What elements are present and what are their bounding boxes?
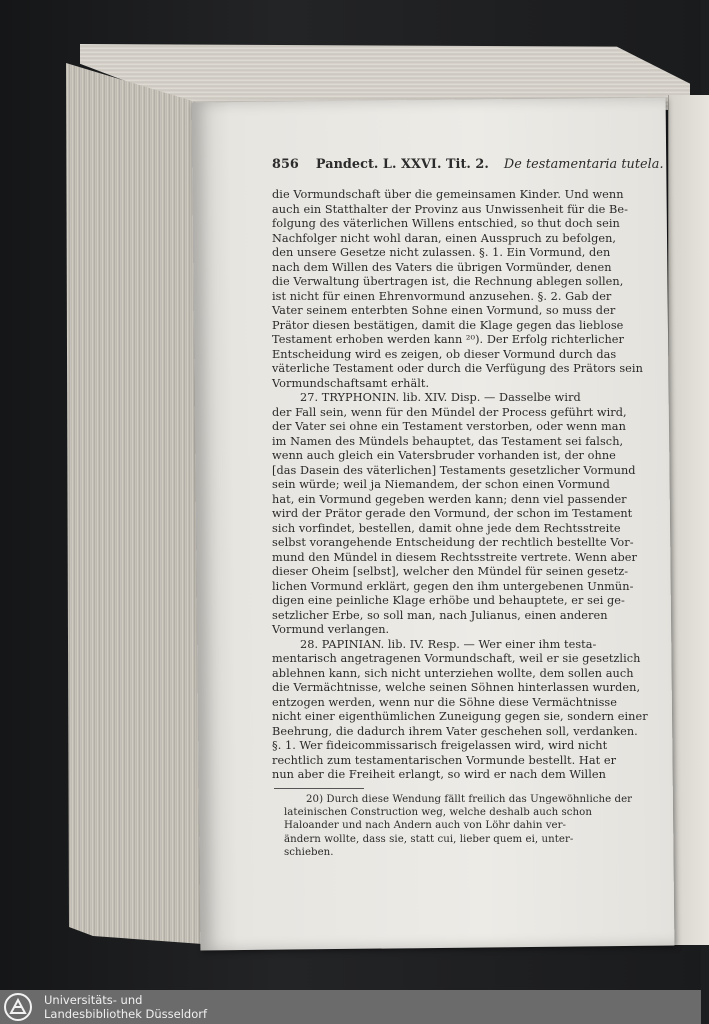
text-line: 27. TRYPHONIN. lib. XIV. Disp. — Dasselbe wird (300, 391, 581, 404)
running-head-text: Pandect. L. XXVI. Tit. 2. (315, 157, 489, 172)
text-line: auch ein Statthalter der Provinz aus Unwissenheit für die Be- (272, 202, 628, 216)
text-line: Vater seinem enterbten Sohne einen Vormund, so muss der (272, 304, 616, 317)
page-number: 856 (272, 157, 299, 172)
text-line: ablehnen kann, sich nicht unterziehen wollte, dem sollen auch (272, 666, 634, 680)
text-line: die Verwaltung übertragen ist, die Rechnung ablegen sollen, (272, 275, 624, 288)
text-line: hat, ein Vormund gegeben werden kann; denn viel passender (272, 492, 627, 506)
text-line: folgung des väterlichen Willens entschied, so thut doch sein (272, 217, 620, 230)
library-footer-bar (0, 990, 701, 1024)
text-line: Vormundschaftsamt erhält. (272, 376, 430, 390)
text-line: [das Dasein des väterlichen] Testaments gesetzlicher Vormund (272, 463, 636, 477)
text-line: setzlicher Erbe, so soll man, nach Julianus, einen anderen (272, 608, 608, 622)
text-line: mentarisch angetragenen Vormundschaft, weil er sie gesetzlich (272, 652, 641, 665)
library-name-line-2: Landesbibliothek Düsseldorf (44, 1007, 208, 1021)
text-line: Vormund verlangen. (272, 623, 390, 636)
text-line: der Vater sei ohne ein Testament verstorben, oder wenn man (272, 420, 626, 433)
text-line: sich vorfindet, bestellen, damit ohne jede dem Rechtsstreite (272, 521, 621, 535)
text-line: nun aber die Freiheit erlangt, so wird er nach dem Willen (272, 768, 606, 781)
text-line: ist nicht für einen Ehrenvormund anzusehen. §. 2. Gab der (272, 289, 612, 303)
text-line: lichen Vormund erklärt, gegen den ihm untergebenen Unmün- (272, 579, 634, 593)
footnote-line: lateinischen Construction weg, welche deshalb auch schon (284, 807, 592, 819)
text-line: wenn auch gleich ein Vatersbruder vorhanden ist, der ohne (272, 449, 616, 462)
text-line: die Vermächtnisse, welche seinen Söhnen hinterlassen wurden, (272, 681, 641, 694)
text-line: Nachfolger nicht wohl daran, einen Ausspruch zu befolgen, (272, 231, 617, 245)
text-line: rechtlich zum testamentarischen Vormunde bestellt. Hat er (272, 753, 617, 767)
library-name-line-1: Universitäts- und (44, 993, 143, 1007)
footnote-line: 20) Durch diese Wendung fällt freilich das Ungewöhnliche der (306, 794, 633, 805)
text-line: den unsere Gesetze nicht zulassen. §. 1. Ein Vormund, den (272, 246, 611, 259)
running-head (272, 157, 664, 172)
running-head-title: De testamentaria tutela. (503, 157, 664, 172)
text-line: Testament erhoben werden kann ²⁰). Der Erfolg richterlicher (272, 333, 624, 346)
text-line: selbst vorangehende Entscheidung der rechtlich bestellte Vor- (272, 536, 634, 549)
text-line: nach dem Willen des Vaters die übrigen Vormünder, denen (272, 260, 612, 274)
text-line: digen eine peinliche Klage erhöbe und behauptete, er sei ge- (272, 594, 625, 607)
footnote-line: Haloander und nach Andern auch von Löhr dahin ver- (284, 820, 567, 832)
footnote-rule (274, 788, 364, 789)
text-line: die Vormundschaft über die gemeinsamen Kinder. Und wenn (272, 188, 624, 201)
text-line: Beehrung, die dadurch ihrem Vater geschehen soll, verdanken. (272, 724, 638, 738)
text-line: väterliche Testament oder durch die Verfügung des Prätors sein (272, 362, 643, 375)
facing-page-edge (668, 95, 709, 945)
text-line: wird der Prätor gerade den Vormund, der schon im Testament (272, 507, 633, 520)
text-line: dieser Oheim [selbst], welcher den Mündel für seinen gesetz- (272, 565, 629, 578)
text-line: 28. PAPINIAN. lib. IV. Resp. — Wer einer ihm testa- (300, 637, 597, 651)
text-line: mund den Mündel in diesem Rechtsstreite vertrete. Wenn aber (272, 550, 637, 564)
footnote-line: schieben. (284, 846, 334, 858)
text-line: entzogen werden, wenn nur die Söhne diese Vermächtnisse (272, 695, 618, 709)
text-line: im Namen des Mündels behauptet, das Testament sei falsch, (272, 434, 624, 448)
text-line: sein würde; weil ja Niemandem, der schon einen Vormund (272, 478, 610, 491)
library-name (44, 993, 207, 1021)
text-line: Entscheidung wird es zeigen, ob dieser Vormund durch das (272, 347, 617, 361)
text-line: der Fall sein, wenn für den Mündel der Process geführt wird, (272, 405, 627, 419)
text-line: Prätor diesen bestätigen, damit die Klage gegen das lieblose (272, 318, 624, 332)
library-logo-icon (4, 993, 32, 1021)
text-line: §. 1. Wer fideicommissarisch freigelassen wird, wird nicht (272, 739, 608, 752)
footnote-line: ändern wollte, dass sie, statt cui, lieber quem ei, unter- (284, 833, 574, 845)
text-line: nicht einer eigenthümlichen Zuneigung gegen sie, sondern einer (272, 710, 648, 723)
